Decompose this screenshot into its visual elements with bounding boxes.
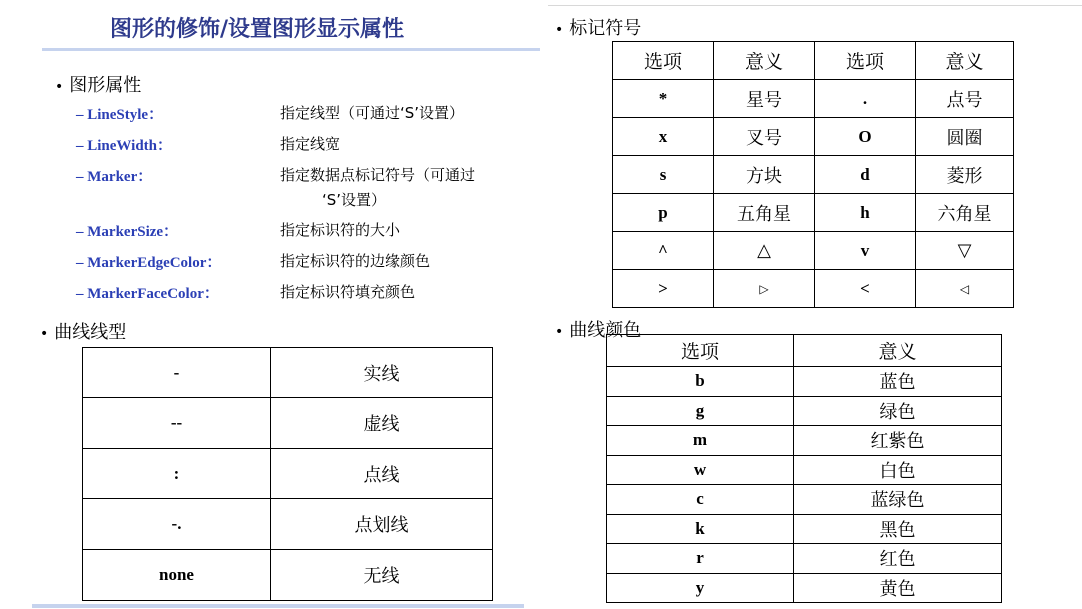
color-meaning: 黑色 [794, 514, 1002, 544]
marker-opt: h [815, 194, 916, 232]
marker-opt: > [613, 270, 714, 308]
line-meaning: 无线 [271, 550, 493, 601]
marker-meaning: 六角星 [916, 194, 1014, 232]
table-row [607, 367, 1002, 397]
line-styles-heading: • 曲线线型 [40, 322, 127, 343]
markers-heading-text: 标记符号 [569, 18, 642, 39]
marker-opt: x [613, 118, 714, 156]
desc-marker-cont: ‘S’设置） [322, 191, 387, 209]
color-opt: r [607, 544, 794, 574]
marker-opt: p [613, 194, 714, 232]
marker-meaning: 方块 [714, 156, 815, 194]
col-header: 选项 [613, 42, 714, 80]
marker-opt: s [613, 156, 714, 194]
line-opt: -. [83, 499, 271, 550]
marker-meaning: 五角星 [714, 194, 815, 232]
graph-props-heading-text: 图形属性 [69, 75, 142, 96]
colors-heading: • 曲线颜色 [555, 320, 642, 341]
line-meaning: 虚线 [271, 398, 493, 449]
marker-opt: < [815, 270, 916, 308]
color-meaning: 黄色 [794, 573, 1002, 603]
color-opt: b [607, 367, 794, 397]
table-row [83, 550, 493, 601]
color-meaning: 红色 [794, 544, 1002, 574]
table-row [613, 118, 1014, 156]
table-row [607, 396, 1002, 426]
line-styles-heading-text: 曲线线型 [54, 322, 127, 343]
marker-opt: v [815, 232, 916, 270]
color-meaning: 红紫色 [794, 426, 1002, 456]
color-opt: g [607, 396, 794, 426]
color-meaning: 绿色 [794, 396, 1002, 426]
table-header-row [613, 42, 1014, 80]
table-row [83, 449, 493, 499]
col-header: 选项 [815, 42, 916, 80]
prop-linestyle: – LineStyle： [76, 107, 164, 123]
table-row [613, 156, 1014, 194]
table-row [83, 348, 493, 398]
desc-markersize: 指定标识符的大小 [280, 221, 401, 239]
title-underline [42, 48, 540, 51]
color-meaning: 蓝绿色 [794, 485, 1002, 515]
top-divider [548, 5, 1082, 6]
desc-linestyle: 指定线型（可通过‘S’设置） [280, 104, 465, 122]
prop-markersize: – MarkerSize： [76, 224, 179, 240]
desc-markeredgecolor: 指定标识符的边缘颜色 [280, 252, 431, 270]
table-header-row [607, 335, 1002, 367]
table-row [83, 398, 493, 449]
bottom-rule [32, 604, 524, 608]
col-header: 选项 [607, 335, 794, 367]
prop-markerfacecolor: – MarkerFaceColor： [76, 286, 219, 302]
marker-opt: . [815, 80, 916, 118]
color-meaning: 蓝色 [794, 367, 1002, 397]
triangle-up-icon: △ [714, 232, 815, 270]
line-meaning: 实线 [271, 348, 493, 398]
line-styles-table [82, 347, 493, 601]
color-opt: c [607, 485, 794, 515]
marker-opt: ^ [613, 232, 714, 270]
col-header: 意义 [714, 42, 815, 80]
triangle-right-icon: ▷ [714, 270, 815, 308]
desc-linewidth: 指定线宽 [280, 135, 341, 153]
prop-markeredgecolor: – MarkerEdgeColor： [76, 255, 222, 271]
marker-opt: * [613, 80, 714, 118]
table-row [613, 270, 1014, 308]
col-header: 意义 [916, 42, 1014, 80]
marker-meaning: 星号 [714, 80, 815, 118]
markers-heading: • 标记符号 [555, 18, 642, 39]
line-opt: -- [83, 398, 271, 449]
marker-opt: O [815, 118, 916, 156]
prop-marker: – Marker： [76, 169, 153, 185]
color-opt: m [607, 426, 794, 456]
line-opt: - [83, 348, 271, 398]
triangle-down-icon: ▽ [916, 232, 1014, 270]
triangle-left-icon: ◁ [916, 270, 1014, 308]
markers-table [612, 41, 1014, 308]
marker-opt: d [815, 156, 916, 194]
table-row [607, 455, 1002, 485]
color-opt: w [607, 455, 794, 485]
table-row [613, 80, 1014, 118]
marker-meaning: 菱形 [916, 156, 1014, 194]
col-header: 意义 [794, 335, 1002, 367]
desc-marker: 指定数据点标记符号（可通过 [280, 166, 476, 184]
graph-props-heading: • 图形属性 [55, 75, 142, 96]
color-opt: y [607, 573, 794, 603]
desc-markerfacecolor: 指定标识符填充颜色 [280, 283, 416, 301]
page-title: 图形的修饰/设置图形显示属性 [110, 17, 405, 42]
color-meaning: 白色 [794, 455, 1002, 485]
table-row [607, 485, 1002, 515]
line-meaning: 点划线 [271, 499, 493, 550]
line-meaning: 点线 [271, 449, 493, 499]
colors-heading-text: 曲线颜色 [569, 320, 642, 341]
prop-linewidth: – LineWidth： [76, 138, 172, 154]
line-opt: : [83, 449, 271, 499]
colors-table [606, 334, 1002, 603]
table-row [613, 194, 1014, 232]
line-opt: none [83, 550, 271, 601]
table-row [607, 514, 1002, 544]
marker-meaning: 圆圈 [916, 118, 1014, 156]
marker-meaning: 点号 [916, 80, 1014, 118]
marker-meaning: 叉号 [714, 118, 815, 156]
color-opt: k [607, 514, 794, 544]
table-row [607, 544, 1002, 574]
table-row [607, 573, 1002, 603]
table-row [613, 232, 1014, 270]
table-row [83, 499, 493, 550]
table-row [607, 426, 1002, 456]
